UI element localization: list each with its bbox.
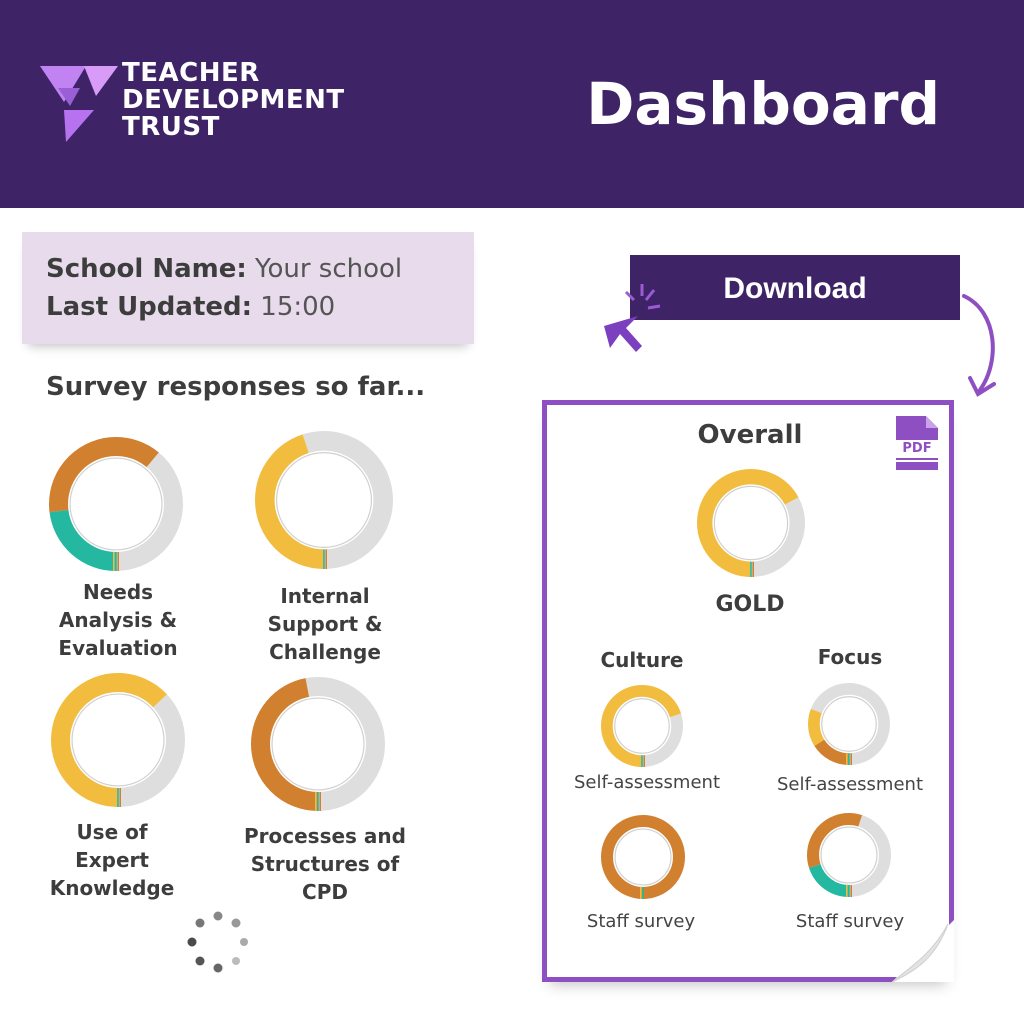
school-name-row [46, 254, 402, 284]
label-line: Structures of [250, 852, 400, 876]
logo-line-2: DEVELOPMENT [122, 85, 345, 115]
last-updated-label: Last Updated: [46, 292, 253, 322]
pdf-icon [896, 416, 938, 474]
donut-marker [325, 549, 327, 569]
donut-marker [115, 552, 117, 571]
donut-internal-support [254, 430, 394, 570]
donut-marker [750, 562, 752, 577]
school-info-card [22, 232, 474, 344]
label-line: Processes and [244, 824, 406, 848]
donut-marker [848, 753, 850, 765]
focus-self-assessment-label: Self-assessment [776, 774, 924, 795]
label-line: Internal [280, 584, 370, 608]
donut-focus-staff-survey [806, 812, 892, 898]
donut-marker [117, 552, 119, 571]
donut-marker [641, 755, 643, 767]
donut-processes-structures [250, 676, 386, 812]
school-name-value: Your school [255, 254, 403, 284]
donut-marker [315, 792, 317, 811]
label-line: Needs [82, 580, 154, 604]
header-bar [0, 0, 1024, 208]
label-line: Expert [75, 848, 149, 872]
culture-title: Culture [600, 648, 684, 672]
donut-slice-bronze [607, 821, 679, 893]
label-line: Knowledge [49, 876, 175, 900]
donut-inner-ring [277, 453, 372, 548]
loading-spinner-icon [186, 910, 250, 974]
pdf-label: PDF [902, 441, 932, 456]
donut-focus-self-assessment [807, 682, 891, 766]
donut-inner-ring [821, 827, 877, 883]
donut-marker [323, 549, 325, 569]
culture-staff-survey-label: Staff survey [586, 911, 696, 932]
donut-marker [748, 562, 750, 577]
label-line: Challenge [269, 640, 381, 664]
last-updated-row [46, 292, 335, 322]
label-needs-analysis [33, 578, 203, 662]
donut-inner-ring [70, 458, 162, 550]
donut-overall [696, 468, 806, 578]
donut-marker [319, 792, 321, 811]
donut-culture-self-assessment [600, 684, 684, 768]
focus-staff-survey-label: Staff survey [795, 911, 905, 932]
school-name-label: School Name: [46, 254, 247, 284]
label-internal-support [240, 582, 410, 666]
donut-needs-analysis [48, 436, 184, 572]
survey-section-title: Survey responses so far... [46, 372, 426, 402]
donut-inner-ring [714, 486, 787, 559]
tdt-logo-icon [36, 60, 120, 144]
culture-self-assessment-label: Self-assessment [573, 772, 721, 793]
donut-marker [321, 549, 323, 569]
donut-marker [639, 755, 641, 767]
donut-marker [642, 887, 644, 899]
donut-inner-ring [272, 698, 364, 790]
label-line: Support & [267, 612, 383, 636]
curved-arrow-icon [958, 292, 1008, 402]
donut-inner-ring [72, 694, 164, 786]
label-line: Evaluation [58, 636, 178, 660]
label-processes-structures [240, 822, 410, 906]
donut-marker [119, 788, 121, 807]
donut-marker [846, 753, 848, 765]
donut-marker [113, 552, 115, 571]
donut-marker [115, 788, 117, 807]
page-title: Dashboard [586, 70, 940, 138]
donut-inner-ring [615, 829, 671, 885]
donut-marker [848, 885, 850, 897]
mouse-cursor-icon [596, 282, 686, 358]
logo-text [122, 60, 345, 141]
overall-level: GOLD [715, 592, 785, 617]
donut-marker [752, 562, 754, 577]
donut-marker [850, 753, 852, 765]
donut-marker [850, 885, 852, 897]
label-line: CPD [302, 880, 348, 904]
download-button[interactable]: Download [630, 255, 960, 320]
logo-line-1: TEACHER [122, 58, 260, 88]
donut-inner-ring [615, 699, 669, 753]
label-expert-knowledge [27, 818, 197, 902]
last-updated-value: 15:00 [260, 292, 336, 322]
label-line: Use of [76, 820, 148, 844]
donut-marker [846, 885, 848, 897]
focus-title: Focus [817, 645, 883, 669]
donut-marker [643, 755, 645, 767]
donut-expert-knowledge [50, 672, 186, 808]
page-curl-icon [884, 920, 954, 982]
donut-marker [117, 788, 119, 807]
donut-marker [317, 792, 319, 811]
overall-title: Overall [697, 420, 803, 450]
donut-culture-staff-survey [600, 814, 686, 900]
donut-marker [644, 887, 646, 899]
donut-marker [640, 887, 642, 899]
logo-line-3: TRUST [122, 112, 220, 142]
label-line: Analysis & [58, 608, 178, 632]
donut-inner-ring [822, 697, 876, 751]
